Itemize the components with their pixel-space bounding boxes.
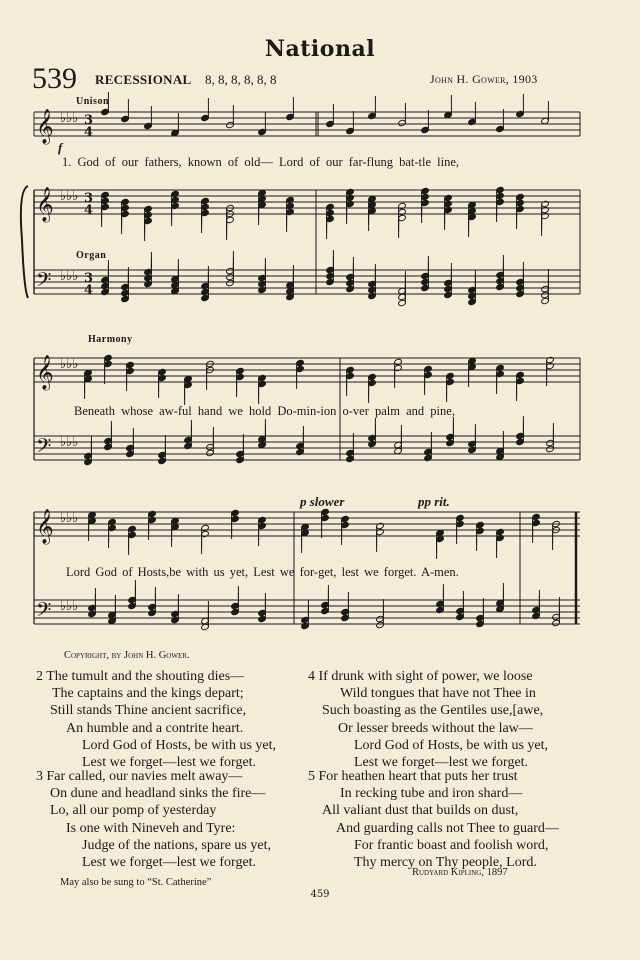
organ-label: Organ xyxy=(76,250,107,261)
hymn-number: 539 xyxy=(32,62,77,95)
svg-text:4: 4 xyxy=(84,203,94,218)
page-number: 459 xyxy=(310,889,330,900)
svg-text:♭♭♭: ♭♭♭ xyxy=(60,357,79,372)
tune-name: RECESSIONAL xyxy=(95,72,192,87)
verse-line: An humble and a contrite heart. xyxy=(66,720,244,736)
verse-line: Lest we forget—lest we forget. xyxy=(354,755,529,771)
svg-text:4: 4 xyxy=(84,283,94,298)
verse-3 xyxy=(36,768,271,871)
verse-line: Lest we forget—lest we forget. xyxy=(82,855,257,871)
bass-clef-icon: 𝄢 xyxy=(36,268,52,296)
harmony-label: Harmony xyxy=(88,334,133,345)
verse-5 xyxy=(308,768,559,871)
verse-line: Such boasting as the Gentiles use,[awe, xyxy=(322,703,544,719)
dynamic-pp-rit: pp rit. xyxy=(418,494,450,509)
verse-2 xyxy=(36,668,276,771)
clefs xyxy=(36,109,93,626)
svg-text:♭♭♭: ♭♭♭ xyxy=(60,599,79,614)
verse-line: Lest we forget—lest we forget. xyxy=(82,755,257,771)
verse-line: For frantic boast and foolish word, xyxy=(354,837,549,853)
bass-clef-icon: 𝄢 xyxy=(36,434,52,462)
svg-text:♭♭♭: ♭♭♭ xyxy=(60,189,79,204)
treble-clef-icon: 𝄞 xyxy=(36,509,54,544)
alternate-tune-note: May also be sung to “St. Catherine” xyxy=(60,877,212,888)
svg-text:♭♭♭: ♭♭♭ xyxy=(60,435,79,450)
verse-line: Is one with Nineveh and Tyre: xyxy=(66,820,236,836)
verse-line: Thy mercy on Thy people, Lord. xyxy=(354,855,537,871)
verse-line: Lord God of Hosts, be with us yet, xyxy=(354,737,549,753)
verse-line: Lo, all our pomp of yesterday xyxy=(50,803,217,819)
verse-line: On dune and headland sinks the fire— xyxy=(50,786,266,802)
lyrics-line-1: 1. God of our fathers, known of old— Lord of our far-flung bat-tle line, xyxy=(62,155,459,169)
treble-clef-icon: 𝄞 xyxy=(36,187,54,222)
lyricist-credit: Rudyard Kipling, 1897 xyxy=(412,867,508,878)
svg-text:3: 3 xyxy=(84,191,94,206)
composer: John H. Gower, 1903 xyxy=(430,72,538,86)
verse-line: Lord God of Hosts, be with us yet, xyxy=(82,737,277,753)
verse-line: Judge of the nations, spare us yet, xyxy=(82,837,271,853)
verse-line: 5 For heathen heart that puts her trust xyxy=(308,769,518,784)
verse-line: In recking tube and iron shard— xyxy=(340,786,523,802)
verse-line: All valiant dust that builds on dust, xyxy=(322,803,519,819)
verse-line: Or lesser breeds without the law— xyxy=(338,720,533,736)
verse-line: The captains and the kings depart; xyxy=(52,686,244,702)
treble-clef-icon: 𝄞 xyxy=(36,109,54,144)
svg-text:♭♭♭: ♭♭♭ xyxy=(60,269,79,284)
section-title: National xyxy=(264,36,376,62)
meter: 8, 8, 8, 8, 8, 8 xyxy=(205,72,277,87)
verse-line: Wild tongues that have not Thee in xyxy=(340,686,536,702)
svg-text:3: 3 xyxy=(84,271,94,286)
verse-line: Still stands Thine ancient sacrifice, xyxy=(50,703,247,719)
copyright-notice: Copyright, by John H. Gower. xyxy=(64,650,190,661)
bass-clef-icon: 𝄢 xyxy=(36,598,52,626)
svg-text:♭♭♭: ♭♭♭ xyxy=(60,511,79,526)
svg-text:4: 4 xyxy=(84,125,94,140)
verse-line: And guarding calls not Thee to guard— xyxy=(336,820,559,836)
dynamic-p-slower: p slower xyxy=(300,494,345,509)
verse-4 xyxy=(308,668,548,771)
unison-label: Unison xyxy=(76,96,110,107)
svg-text:3: 3 xyxy=(84,113,94,128)
verse-line: 2 The tumult and the shouting dies— xyxy=(36,669,245,684)
treble-clef-icon: 𝄞 xyxy=(36,355,54,390)
verse-line: 4 If drunk with sight of power, we loose xyxy=(308,669,533,684)
dynamic-forte: f xyxy=(58,140,63,155)
lyrics-line-3: Lord God of Hosts,be with us yet, Lest we for-get, lest we forget. A-men. xyxy=(66,565,459,579)
svg-text:♭♭♭: ♭♭♭ xyxy=(60,111,79,126)
lyrics-line-2: Beneath whose aw-ful hand we hold Do-min-ion o-ver palm and pine, xyxy=(74,404,455,418)
verse-line: 3 Far called, our navies melt away— xyxy=(36,769,243,784)
